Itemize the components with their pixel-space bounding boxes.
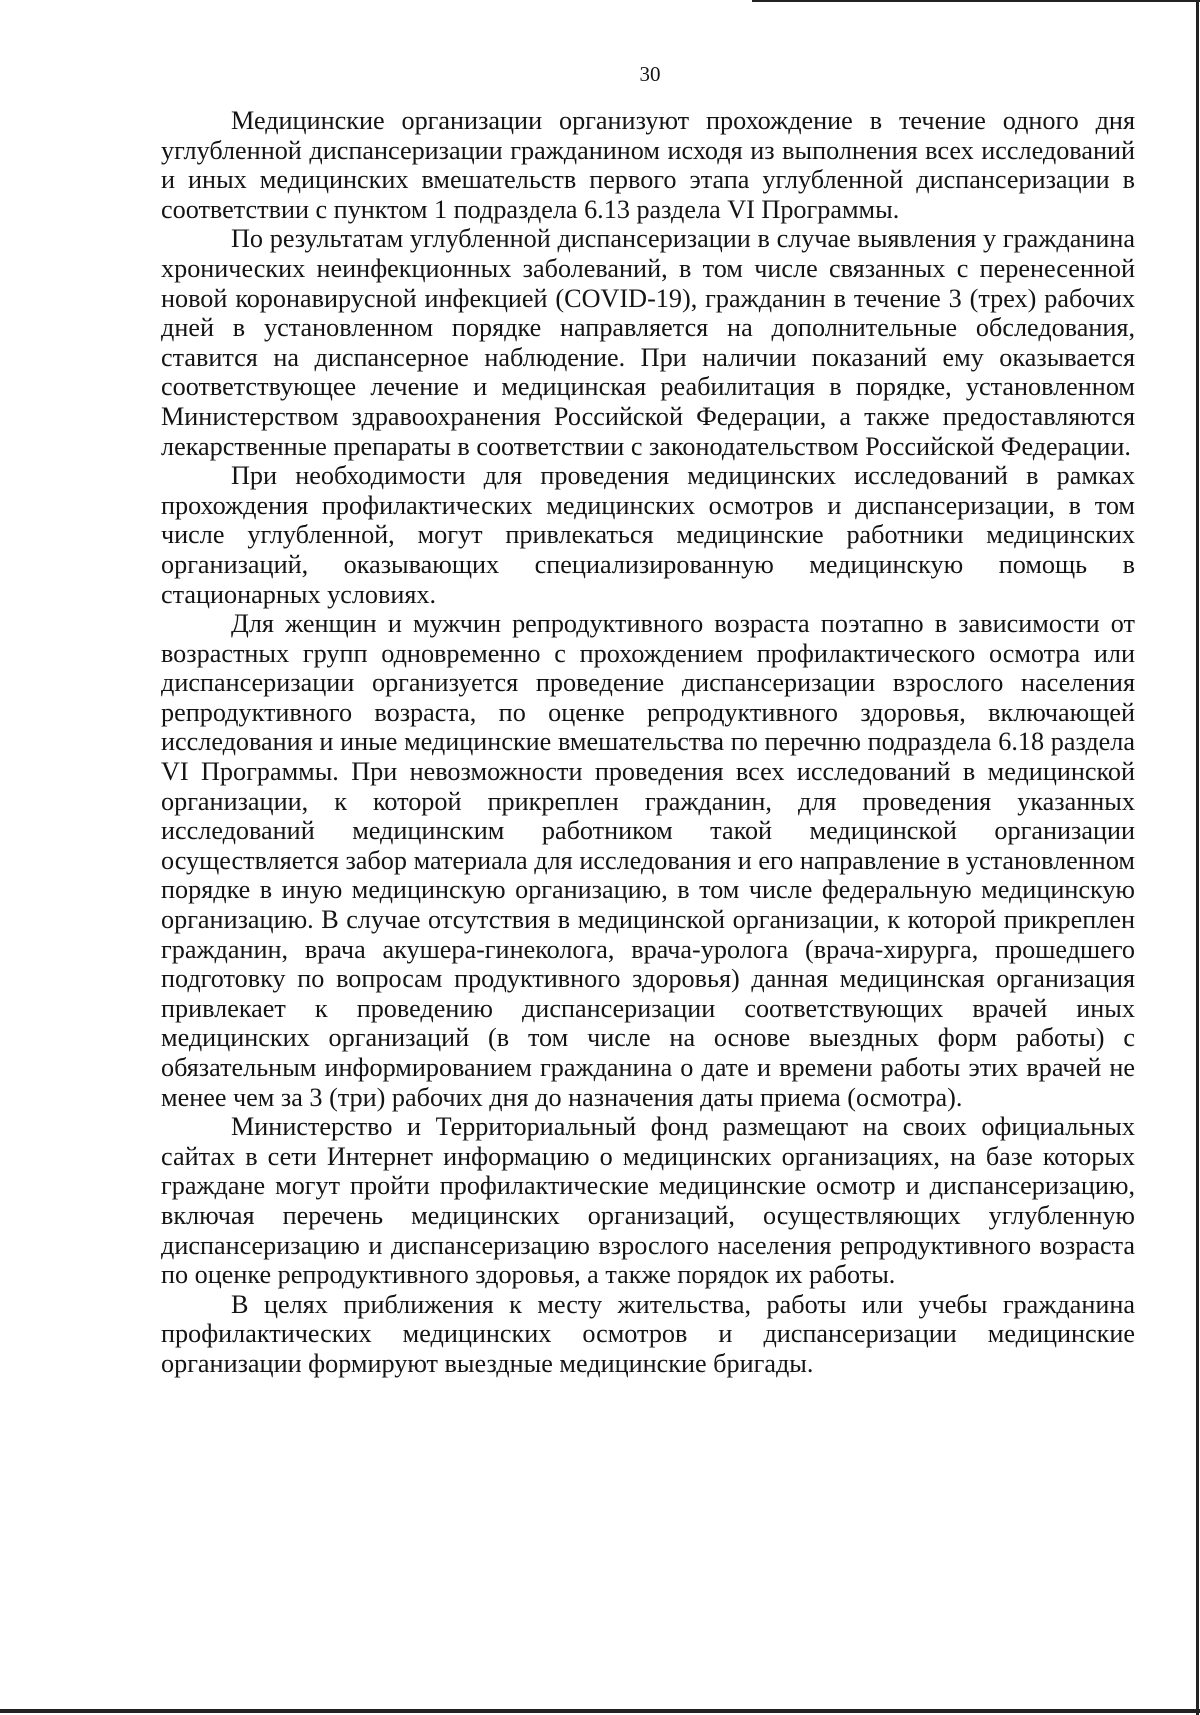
paragraph-mobile-teams: В целях приближения к месту жительства, работы или учебы гражданина профилактических медицинских осмотров и диспансеризации медицинские организации формируют выездные медицинские бригады. — [161, 1289, 1135, 1378]
paragraph-deep-screening-one-day: Медицинские организации организуют прохождение в течение одного дня углубленной диспансеризации гражданином исходя из выполнения всех исследований и иных медицинских вмешательств первого этапа углубленной диспансеризации в соответствии с пунктом 1 подраздела 6.13 раздела VI Программы. — [161, 106, 1135, 224]
scan-border-top — [752, 0, 1200, 2]
paragraph-involving-specialists: При необходимости для проведения медицинских исследований в рамках прохождения профилактических медицинских осмотров и диспансеризации, в том числе углубленной, могут привлекаться медицинские работники медицинских организаций, оказывающих специализированную медицинскую помощь в стационарных условиях. — [161, 461, 1135, 609]
scan-border-right — [1196, 0, 1199, 1715]
paragraph-online-information: Министерство и Территориальный фонд размещают на своих официальных сайтах в сети Интернет информацию о медицинских организациях, на базе которых граждане могут пройти профилактические медицинские осмотр и диспансеризацию, включая перечень медицинских организаций, осуществляющих углубленную диспансеризацию и диспансеризацию взрослого населения репродуктивного возраста по оценке репродуктивного здоровья, а также порядок их работы. — [161, 1112, 1135, 1290]
paragraph-screening-results: По результатам углубленной диспансеризации в случае выявления у гражданина хронических неинфекционных заболеваний, в том числе связанных с перенесенной новой коронавирусной инфекцией (COVID-19), гражданин в течение 3 (трех) рабочих дней в установленном порядке направляется на дополнительные обследования, ставится на диспансерное наблюдение. При наличии показаний ему оказывается соответствующее лечение и медицинская реабилитация в порядке, установленном Министерством здравоохранения Российской Федерации, а также предоставляются лекарственные препараты в соответствии с законодательством Российской Федерации. — [161, 224, 1135, 461]
document-body — [161, 106, 1135, 1379]
page-number: 30 — [639, 62, 661, 86]
scan-border-bottom — [0, 1709, 1200, 1713]
paragraph-reproductive-health: Для женщин и мужчин репродуктивного возраста поэтапно в зависимости от возрастных групп одновременно с прохождением профилактического осмотра или диспансеризации организуется проведение диспансеризации взрослого населения репродуктивного возраста, по оценке репродуктивного здоровья, включающей исследования и иные медицинские вмешательства по перечню подраздела 6.18 раздела VI Программы. При невозможности проведения всех исследований в медицинской организации, к которой прикреплен гражданин, для проведения указанных исследований медицинским работником такой медицинской организации осуществляется забор материала для исследования и его направление в установленном порядке в иную медицинскую организацию, в том числе федеральную медицинскую организацию. В случае отсутствия в медицинской организации, к которой прикреплен гражданин, врача акушера-гинеколога, врача-уролога (врача-хирурга, прошедшего подготовку по вопросам продуктивного здоровья) данная медицинская организация привлекает к проведению диспансеризации соответствующих врачей иных медицинских организаций (в том числе на основе выездных форм работы) с обязательным информированием гражданина о дате и времени работы этих врачей не менее чем за 3 (три) рабочих дня до назначения даты приема (осмотра). — [161, 609, 1135, 1112]
